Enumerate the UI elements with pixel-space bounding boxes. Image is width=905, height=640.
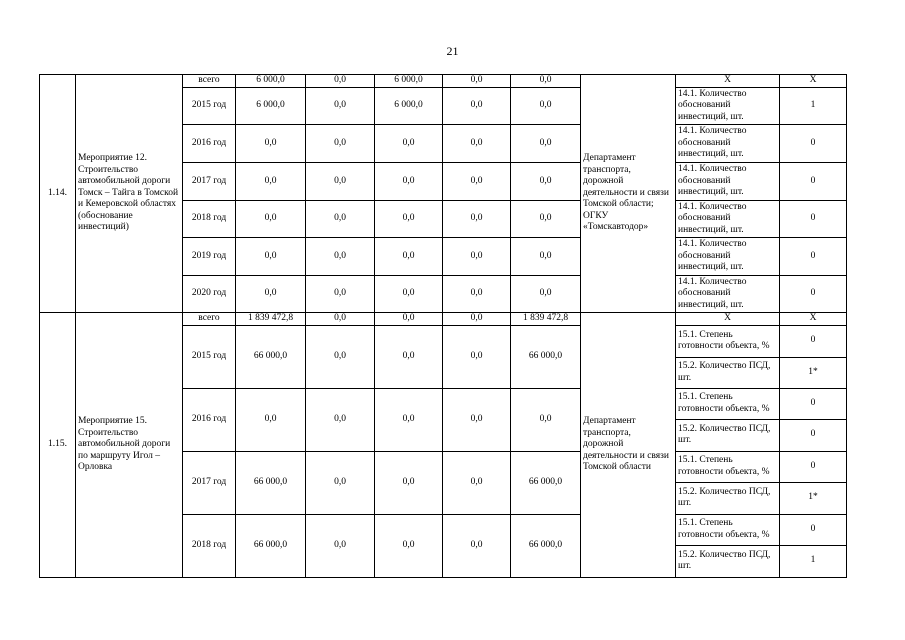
indicator-value: 0: [780, 325, 847, 357]
row-number: 1.14.: [40, 75, 76, 313]
amount-cell: 0,0: [236, 388, 306, 451]
indicator-value: 0: [780, 163, 847, 201]
indicator-cell: 15.2. Количество ПСД, шт.: [676, 419, 780, 451]
amount-cell: 0,0: [306, 88, 375, 125]
amount-cell: 0,0: [306, 388, 375, 451]
amount-cell: 0,0: [511, 388, 581, 451]
indicator-value: 0: [780, 276, 847, 313]
table-row: [40, 75, 847, 88]
amount-cell: 0,0: [443, 88, 511, 125]
indicator-value: Х: [780, 75, 847, 88]
amount-cell: 0,0: [443, 163, 511, 201]
amount-cell: 0,0: [511, 201, 581, 238]
period-cell: 2017 год: [183, 451, 236, 514]
amount-cell: 6 000,0: [236, 88, 306, 125]
indicator-value: 0: [780, 238, 847, 276]
amount-cell: 6 000,0: [375, 75, 443, 88]
amount-cell: 0,0: [375, 276, 443, 313]
amount-cell: 0,0: [511, 276, 581, 313]
amount-cell: 0,0: [306, 201, 375, 238]
amount-cell: 0,0: [375, 388, 443, 451]
amount-cell: 0,0: [236, 125, 306, 163]
amount-cell: 0,0: [306, 125, 375, 163]
amount-cell: 0,0: [443, 514, 511, 577]
amount-cell: 0,0: [375, 163, 443, 201]
executor-cell: Департамент транспорта, дорожной деятельности и связи Томской области: [581, 313, 676, 578]
indicator-cell: 14.1. Количество обоснований инвестиций, шт.: [676, 276, 780, 313]
table-row: [40, 313, 847, 326]
amount-cell: 0,0: [375, 514, 443, 577]
amount-cell: 6 000,0: [236, 75, 306, 88]
amount-cell: 0,0: [306, 238, 375, 276]
amount-cell: 0,0: [443, 325, 511, 388]
amount-cell: 0,0: [375, 201, 443, 238]
indicator-cell: 15.1. Степень готовности объекта, %: [676, 451, 780, 482]
indicator-cell: 14.1. Количество обоснований инвестиций, шт.: [676, 238, 780, 276]
amount-cell: 6 000,0: [375, 88, 443, 125]
period-cell: 2015 год: [183, 325, 236, 388]
indicator-cell: 15.2. Количество ПСД, шт.: [676, 545, 780, 577]
amount-cell: 0,0: [306, 325, 375, 388]
indicator-cell: 15.2. Количество ПСД, шт.: [676, 357, 780, 388]
program-table: [39, 74, 847, 578]
amount-cell: 0,0: [443, 388, 511, 451]
amount-cell: 0,0: [511, 125, 581, 163]
indicator-cell: Х: [676, 313, 780, 326]
amount-cell: 0,0: [511, 88, 581, 125]
amount-cell: 0,0: [236, 163, 306, 201]
amount-cell: 66 000,0: [511, 451, 581, 514]
indicator-value: 1: [780, 545, 847, 577]
amount-cell: 0,0: [375, 313, 443, 326]
amount-cell: 0,0: [443, 201, 511, 238]
indicator-value: 1*: [780, 357, 847, 388]
indicator-value: 0: [780, 419, 847, 451]
amount-cell: 0,0: [511, 163, 581, 201]
amount-cell: 0,0: [443, 313, 511, 326]
indicator-cell: 15.1. Степень готовности объекта, %: [676, 325, 780, 357]
amount-cell: 0,0: [306, 514, 375, 577]
amount-cell: 0,0: [443, 451, 511, 514]
amount-cell: 66 000,0: [236, 514, 306, 577]
amount-cell: 66 000,0: [511, 514, 581, 577]
amount-cell: 0,0: [511, 238, 581, 276]
period-cell: 2016 год: [183, 388, 236, 451]
amount-cell: 0,0: [236, 276, 306, 313]
indicator-cell: 14.1. Количество обоснований инвестиций, шт.: [676, 88, 780, 125]
page-number: 21: [446, 44, 459, 58]
period-cell: 2016 год: [183, 125, 236, 163]
amount-cell: 0,0: [443, 125, 511, 163]
measure-name: Мероприятие 12. Строительство автомобильной дороги Томск – Тайга в Томской и Кемеровской областях (обоснование инвестиций): [76, 75, 183, 313]
indicator-value: 0: [780, 125, 847, 163]
indicator-value: Х: [780, 313, 847, 326]
amount-cell: 0,0: [511, 75, 581, 88]
indicator-cell: Х: [676, 75, 780, 88]
executor-cell: Департамент транспорта, дорожной деятельности и связи Томской области; ОГКУ «Томскавтодор»: [581, 75, 676, 313]
amount-cell: 0,0: [375, 325, 443, 388]
indicator-cell: 15.1. Степень готовности объекта, %: [676, 514, 780, 545]
indicator-value: 0: [780, 201, 847, 238]
indicator-cell: 14.1. Количество обоснований инвестиций, шт.: [676, 125, 780, 163]
period-cell: 2020 год: [183, 276, 236, 313]
table-body: [40, 75, 847, 578]
amount-cell: 0,0: [375, 451, 443, 514]
indicator-value: 0: [780, 514, 847, 545]
amount-cell: 0,0: [375, 238, 443, 276]
indicator-value: 0: [780, 451, 847, 482]
period-cell: всего: [183, 313, 236, 326]
amount-cell: 1 839 472,8: [511, 313, 581, 326]
amount-cell: 0,0: [375, 125, 443, 163]
amount-cell: 0,0: [306, 276, 375, 313]
amount-cell: 0,0: [236, 201, 306, 238]
amount-cell: 0,0: [306, 75, 375, 88]
indicator-value: 1*: [780, 482, 847, 514]
indicator-cell: 15.1. Степень готовности объекта, %: [676, 388, 780, 419]
period-cell: 2018 год: [183, 514, 236, 577]
indicator-cell: 14.1. Количество обоснований инвестиций, шт.: [676, 163, 780, 201]
amount-cell: 0,0: [306, 313, 375, 326]
amount-cell: 0,0: [306, 163, 375, 201]
indicator-cell: 15.2. Количество ПСД, шт.: [676, 482, 780, 514]
amount-cell: 1 839 472,8: [236, 313, 306, 326]
period-cell: 2019 год: [183, 238, 236, 276]
amount-cell: 0,0: [236, 238, 306, 276]
amount-cell: 0,0: [443, 238, 511, 276]
amount-cell: 66 000,0: [511, 325, 581, 388]
period-cell: 2015 год: [183, 88, 236, 125]
indicator-value: 0: [780, 388, 847, 419]
row-number: 1.15.: [40, 313, 76, 578]
amount-cell: 66 000,0: [236, 451, 306, 514]
period-cell: 2018 год: [183, 201, 236, 238]
indicator-cell: 14.1. Количество обоснований инвестиций, шт.: [676, 201, 780, 238]
period-cell: 2017 год: [183, 163, 236, 201]
amount-cell: 0,0: [443, 75, 511, 88]
amount-cell: 66 000,0: [236, 325, 306, 388]
measure-name: Мероприятие 15. Строительство автомобильной дороги по маршруту Игол – Орловка: [76, 313, 183, 578]
indicator-value: 1: [780, 88, 847, 125]
period-cell: всего: [183, 75, 236, 88]
amount-cell: 0,0: [443, 276, 511, 313]
amount-cell: 0,0: [306, 451, 375, 514]
